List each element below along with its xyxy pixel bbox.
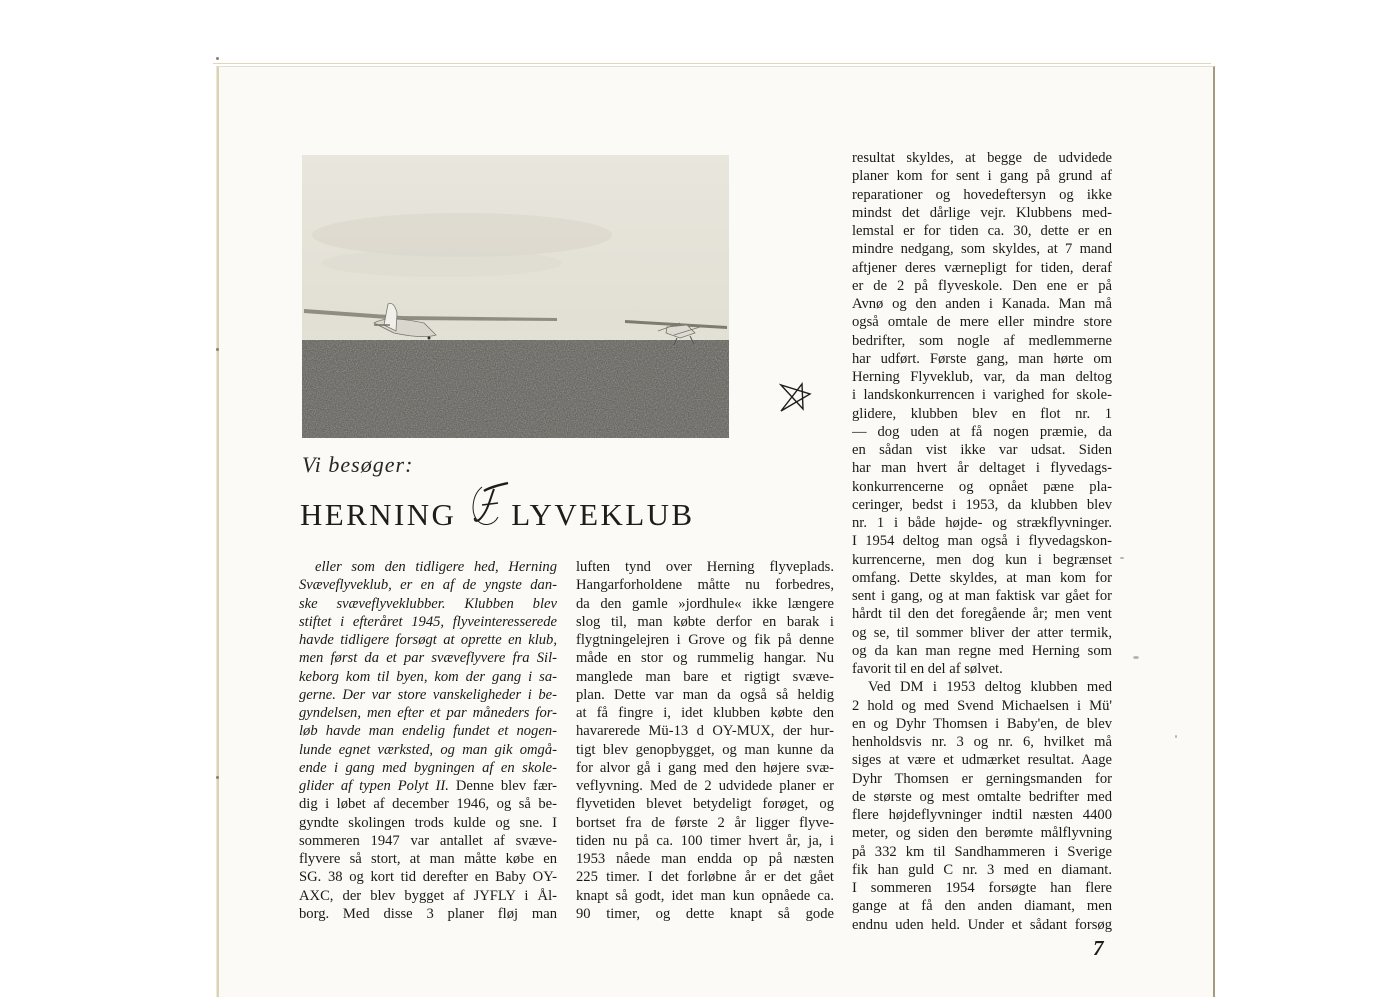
text-line: 1953 nåede man endda op på næsten xyxy=(576,851,834,867)
staple-hole xyxy=(216,348,219,351)
text-line: mindre nedgang, som skyldes, at 7 mand xyxy=(852,241,1112,258)
text-line: i landskonkurrencen i varighed for skole- xyxy=(852,387,1112,404)
text-line: knapt så godt, idet man kun opnåede ca. xyxy=(576,887,834,904)
glider-and-towplane-photo-icon xyxy=(302,155,729,438)
text-line: favorit til en del af sølvet. xyxy=(852,661,1003,677)
text-line: I sommeren 1954 forsøgte han flere xyxy=(852,880,1112,896)
text-line: løb havde man endelig fundet et nogen- xyxy=(299,723,557,740)
text-line: måde en stor og rummelig hangar. Nu xyxy=(576,650,834,667)
article-column-2 xyxy=(576,558,834,923)
text-line: og se, til sommer bliver der atter termik, xyxy=(852,624,1112,641)
text-line: bedrifter, som nogle af medlemmerne xyxy=(852,332,1112,349)
text-line: lemstal er for tiden ca. 30, dette er en xyxy=(852,223,1112,239)
text-line: slog til, man købte derfor en barak i xyxy=(576,613,834,630)
text-line: har man hvert år deltaget i flyvedags- xyxy=(852,460,1112,477)
text-line: plan. Dette var man da også så heldig xyxy=(576,686,834,703)
text-line: tigt blev genopbygget, og man kunne da xyxy=(576,741,834,758)
text-line: resultat skyldes, at begge de udvidede xyxy=(852,150,1112,166)
text-line: eller som den tidligere hed, Herning xyxy=(315,559,557,575)
text-line: ske svæveflyveklubber. Klubben blev xyxy=(299,595,557,612)
text-line: 90 timer, og dette knapt så gode xyxy=(576,905,834,922)
star-icon xyxy=(779,381,815,415)
text-line: siges at være et udmærket resultat. Aage xyxy=(852,752,1112,769)
italic-text: glider af typen Polyt II. xyxy=(299,778,449,794)
staple-hole xyxy=(216,57,219,60)
text-line: glidere, klubben blev en flot nr. 1 xyxy=(852,405,1112,422)
paper-speck xyxy=(1120,557,1124,559)
text-line: kurrencerne, men dog kun i begrænset xyxy=(852,551,1112,568)
text-line: endnu uden held. Under et sådant forsøg xyxy=(852,916,1112,933)
text-line: en og Dyhr Thomsen i Baby'en, de blev xyxy=(852,715,1112,732)
text-line: ende i gang med bygningen af en skole- xyxy=(299,759,557,776)
text-line: gerne. Der var store vanskeligheder i be- xyxy=(299,686,557,703)
text-line: meter, og siden den berømte målflyvning xyxy=(852,825,1112,842)
text-line: en sådan vist ikke var udsat. Siden xyxy=(852,442,1112,458)
text-line: I 1954 deltog man også i flyvedagskon- xyxy=(852,533,1112,550)
title-herning: HERNING xyxy=(300,497,457,532)
text-line: ceringer, bedst i 1953, da klubben blev xyxy=(852,496,1112,513)
article-column-1 xyxy=(299,558,557,923)
text-line xyxy=(299,777,557,795)
text-line: henholdsvis nr. 3 og nr. 6, hvilket må xyxy=(852,734,1112,750)
text-line: omfang. Dette skyldes, at man kom for xyxy=(852,569,1112,586)
text-line: har udført. Første gang, man hørte om xyxy=(852,350,1112,367)
text-line: flygtningelejren i Grove og fik på denne xyxy=(576,632,834,648)
text-line: gange at få den anden diamant, men xyxy=(852,898,1112,915)
text-line: konkurrencerne og opnået pæne pla- xyxy=(852,478,1112,495)
text-line: flere højdeflyvninger indtil næsten 4400 xyxy=(852,807,1112,823)
text-line: Herning Flyveklub, var, da man deltog xyxy=(852,369,1112,385)
text-line: Dyhr Thomsen er gerningsmanden for xyxy=(852,770,1112,787)
page-number: 7 xyxy=(1093,936,1104,960)
text-line: sommeren 1947 var antallet af svæve- xyxy=(299,832,557,849)
text-line: men først da et par svæveflyvere fra Sil- xyxy=(299,650,557,667)
text-line: og da kan man regne med Herning som xyxy=(852,642,1112,659)
text-line: også omtale de mere eller mindre store xyxy=(852,314,1112,331)
text-line: de største og mest omtalte bedrifter med xyxy=(852,788,1112,805)
title-flyveklub: LYVEKLUB xyxy=(511,497,695,532)
text-line: Avnø og den anden i Kanada. Man må xyxy=(852,296,1112,312)
text-line: for alvor gå i gang med den højere svæ- xyxy=(576,759,834,776)
text-line: lunde egnet værksted, og man gik omgå- xyxy=(299,741,557,758)
text-line: havarerede Mü-13 d OY-MUX, der hur- xyxy=(576,723,834,740)
text-line: aftjener deres værnepligt for tiden, deraf xyxy=(852,259,1112,276)
text-line: gyndelsen, men efter et par måneders for- xyxy=(299,705,557,721)
decorative-initial-f xyxy=(468,487,510,533)
text-line: Hangarforholdene måtte nu forbedres, xyxy=(576,577,834,594)
text-line: tiden nu på ca. 100 timer hvert år, ja, i xyxy=(576,832,834,849)
text-line: gyndte skolingen trods kulde og sne. I xyxy=(299,814,557,831)
text-line: reparationer og hovedeftersyn og ikke xyxy=(852,186,1112,203)
text-line: hårdt til den det foregående år; men vent xyxy=(852,606,1112,623)
text-line: da den gamle »jordhule« ikke længere xyxy=(576,595,834,612)
text-line: Svæveflyveklub, er en af de yngste dan- xyxy=(299,577,557,594)
text-line: bortset fra de første 2 år ligger flyve- xyxy=(576,814,834,831)
text-line: keborg kom til byen, kom der gang i sa- xyxy=(299,668,557,685)
text-line: mindst det dårlige vejr. Klubbens med- xyxy=(852,204,1112,221)
glider-photo xyxy=(302,155,729,438)
text-line: borg. Med disse 3 planer fløj man xyxy=(299,905,557,922)
paper-speck xyxy=(1175,735,1177,738)
text-line: dig i løbet af december 1946, og så be- xyxy=(299,796,557,813)
article-column-3 xyxy=(852,149,1112,934)
text-line: Ved DM i 1953 deltog klubben med xyxy=(868,679,1112,696)
text-line: flyvetiden blevet betydeligt forøget, og xyxy=(576,796,834,813)
paper-speck xyxy=(1133,656,1139,659)
text-line: manglede man bare et rigtigt svæve- xyxy=(576,668,834,685)
article-title xyxy=(300,493,694,533)
text-line: nr. 1 i både højde- og strækflyvninger. xyxy=(852,515,1112,531)
text-line: at få fingre i, idet klubben købte den xyxy=(576,705,834,721)
text-line: er de 2 på flyveskole. Den ene er på xyxy=(852,277,1112,294)
text-line: AXC, der blev bygget af JYFLY i Ål- xyxy=(299,887,557,904)
staple-hole xyxy=(216,776,219,779)
text-line: — dog uden at få nogen præmie, da xyxy=(852,423,1112,440)
text-line: flyvere så stort, at man måtte købe en xyxy=(299,851,557,867)
text-line: sent i gang, og at man faktisk var gået for xyxy=(852,588,1112,604)
text-line: 2 hold og med Svend Michaelsen i Mü' xyxy=(852,697,1112,714)
text-line: stiftet i efteråret 1945, flyveinteresserede xyxy=(299,613,557,630)
article-kicker: Vi besøger: xyxy=(302,452,414,477)
text-line: 225 timer. I det forløbne år er det gået xyxy=(576,869,834,886)
text-line: havde tidligere forsøgt at oprette en klub, xyxy=(299,632,557,648)
text-line: planer kom for sent i gang på grund af xyxy=(852,168,1112,185)
text-line: luften tynd over Herning flyveplads. xyxy=(576,559,834,575)
text-line: fik han guld C nr. 3 med en diamant. xyxy=(852,861,1112,878)
text-line: på 332 km til Sandhammeren i Sverige xyxy=(852,843,1112,860)
roman-text: Denne blev fær- xyxy=(448,778,557,794)
text-line: SG. 38 og kort tid derefter en Baby OY- xyxy=(299,869,557,886)
text-line: veflyvning. Med de 2 udvidede planer er xyxy=(576,778,834,794)
